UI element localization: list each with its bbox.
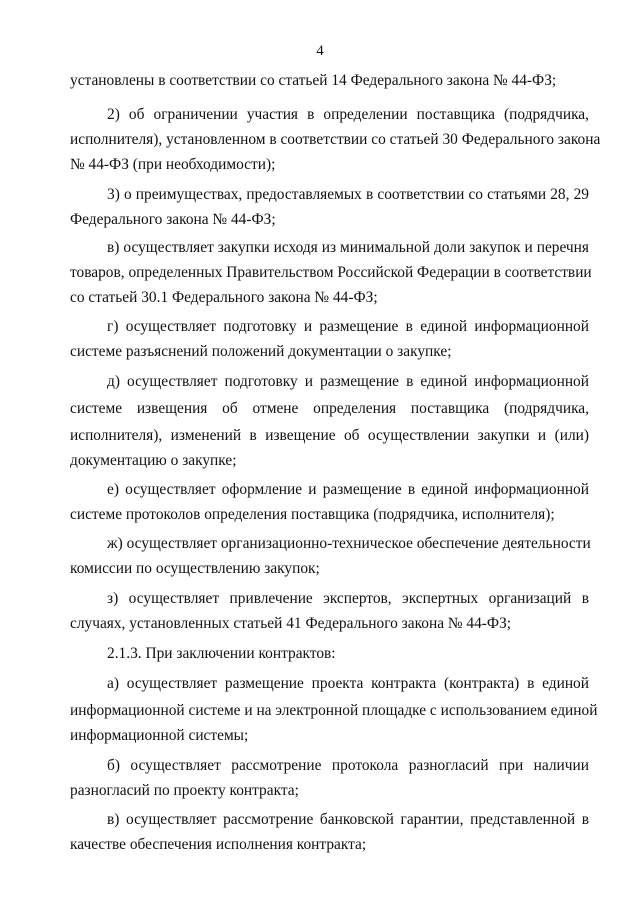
text-line: д) осуществляет подготовку и размещение в единой информационной <box>107 373 589 390</box>
text-line: информационной системе и на электронной площадке с использованием единой <box>70 702 598 719</box>
text-line: качестве обеспечения исполнения контракта; <box>70 836 367 853</box>
text-line: 3) о преимуществах, предоставляемых в соответствии со статьями 28, 29 <box>107 186 589 203</box>
text-line: разногласий по проекту контракта; <box>70 782 299 799</box>
text-line: системе протоколов определения поставщика (подрядчика, исполнителя); <box>70 506 555 523</box>
text-line: установлены в соответствии со статьей 14 Федерального закона № 44-ФЗ; <box>70 72 557 89</box>
text-line: б) осуществляет рассмотрение протокола разногласий при наличии <box>107 757 589 774</box>
text-line: комиссии по осуществлению закупок; <box>70 560 320 577</box>
text-line: в) осуществляет рассмотрение банковской гарантии, представленной в <box>107 811 589 828</box>
text-line: е) осуществляет оформление и размещение в единой информационной <box>107 481 589 498</box>
page-number: 4 <box>316 43 324 59</box>
text-line: з) осуществляет привлечение экспертов, экспертных организаций в <box>107 590 589 607</box>
text-line: документацию о закупке; <box>70 452 237 469</box>
text-line: со статьей 30.1 Федерального закона № 44-ФЗ; <box>70 289 378 306</box>
text-line: случаях, установленных статьей 41 Федерального закона № 44-ФЗ; <box>70 615 512 632</box>
text-line: системе извещения об отмене определения поставщика (подрядчика, <box>70 400 589 417</box>
text-line: 2) об ограничении участия в определении поставщика (подрядчика, <box>107 106 589 123</box>
text-line: товаров, определенных Правительством Российской Федерации в соответствии <box>70 264 592 281</box>
text-line: Федерального закона № 44-ФЗ; <box>70 211 276 228</box>
text-line: а) осуществляет размещение проекта контракта (контракта) в единой <box>107 675 589 692</box>
text-line: г) осуществляет подготовку и размещение в единой информационной <box>107 318 589 335</box>
text-line: информационной системы; <box>70 727 249 744</box>
text-line: 2.1.3. При заключении контрактов: <box>107 645 336 662</box>
text-line: ж) осуществляет организационно-техническое обеспечение деятельности <box>107 535 591 552</box>
text-line: исполнителя), изменений в извещение об осуществлении закупки и (или) <box>70 427 589 444</box>
text-line: системе разъяснений положений документации о закупке; <box>70 343 452 360</box>
text-line: исполнителя), установленном в соответствии со статьей 30 Федерального закона <box>70 131 601 148</box>
text-line: в) осуществляет закупки исходя из минимальной доли закупок и перечня <box>107 239 589 256</box>
text-line: № 44-ФЗ (при необходимости); <box>70 156 276 173</box>
